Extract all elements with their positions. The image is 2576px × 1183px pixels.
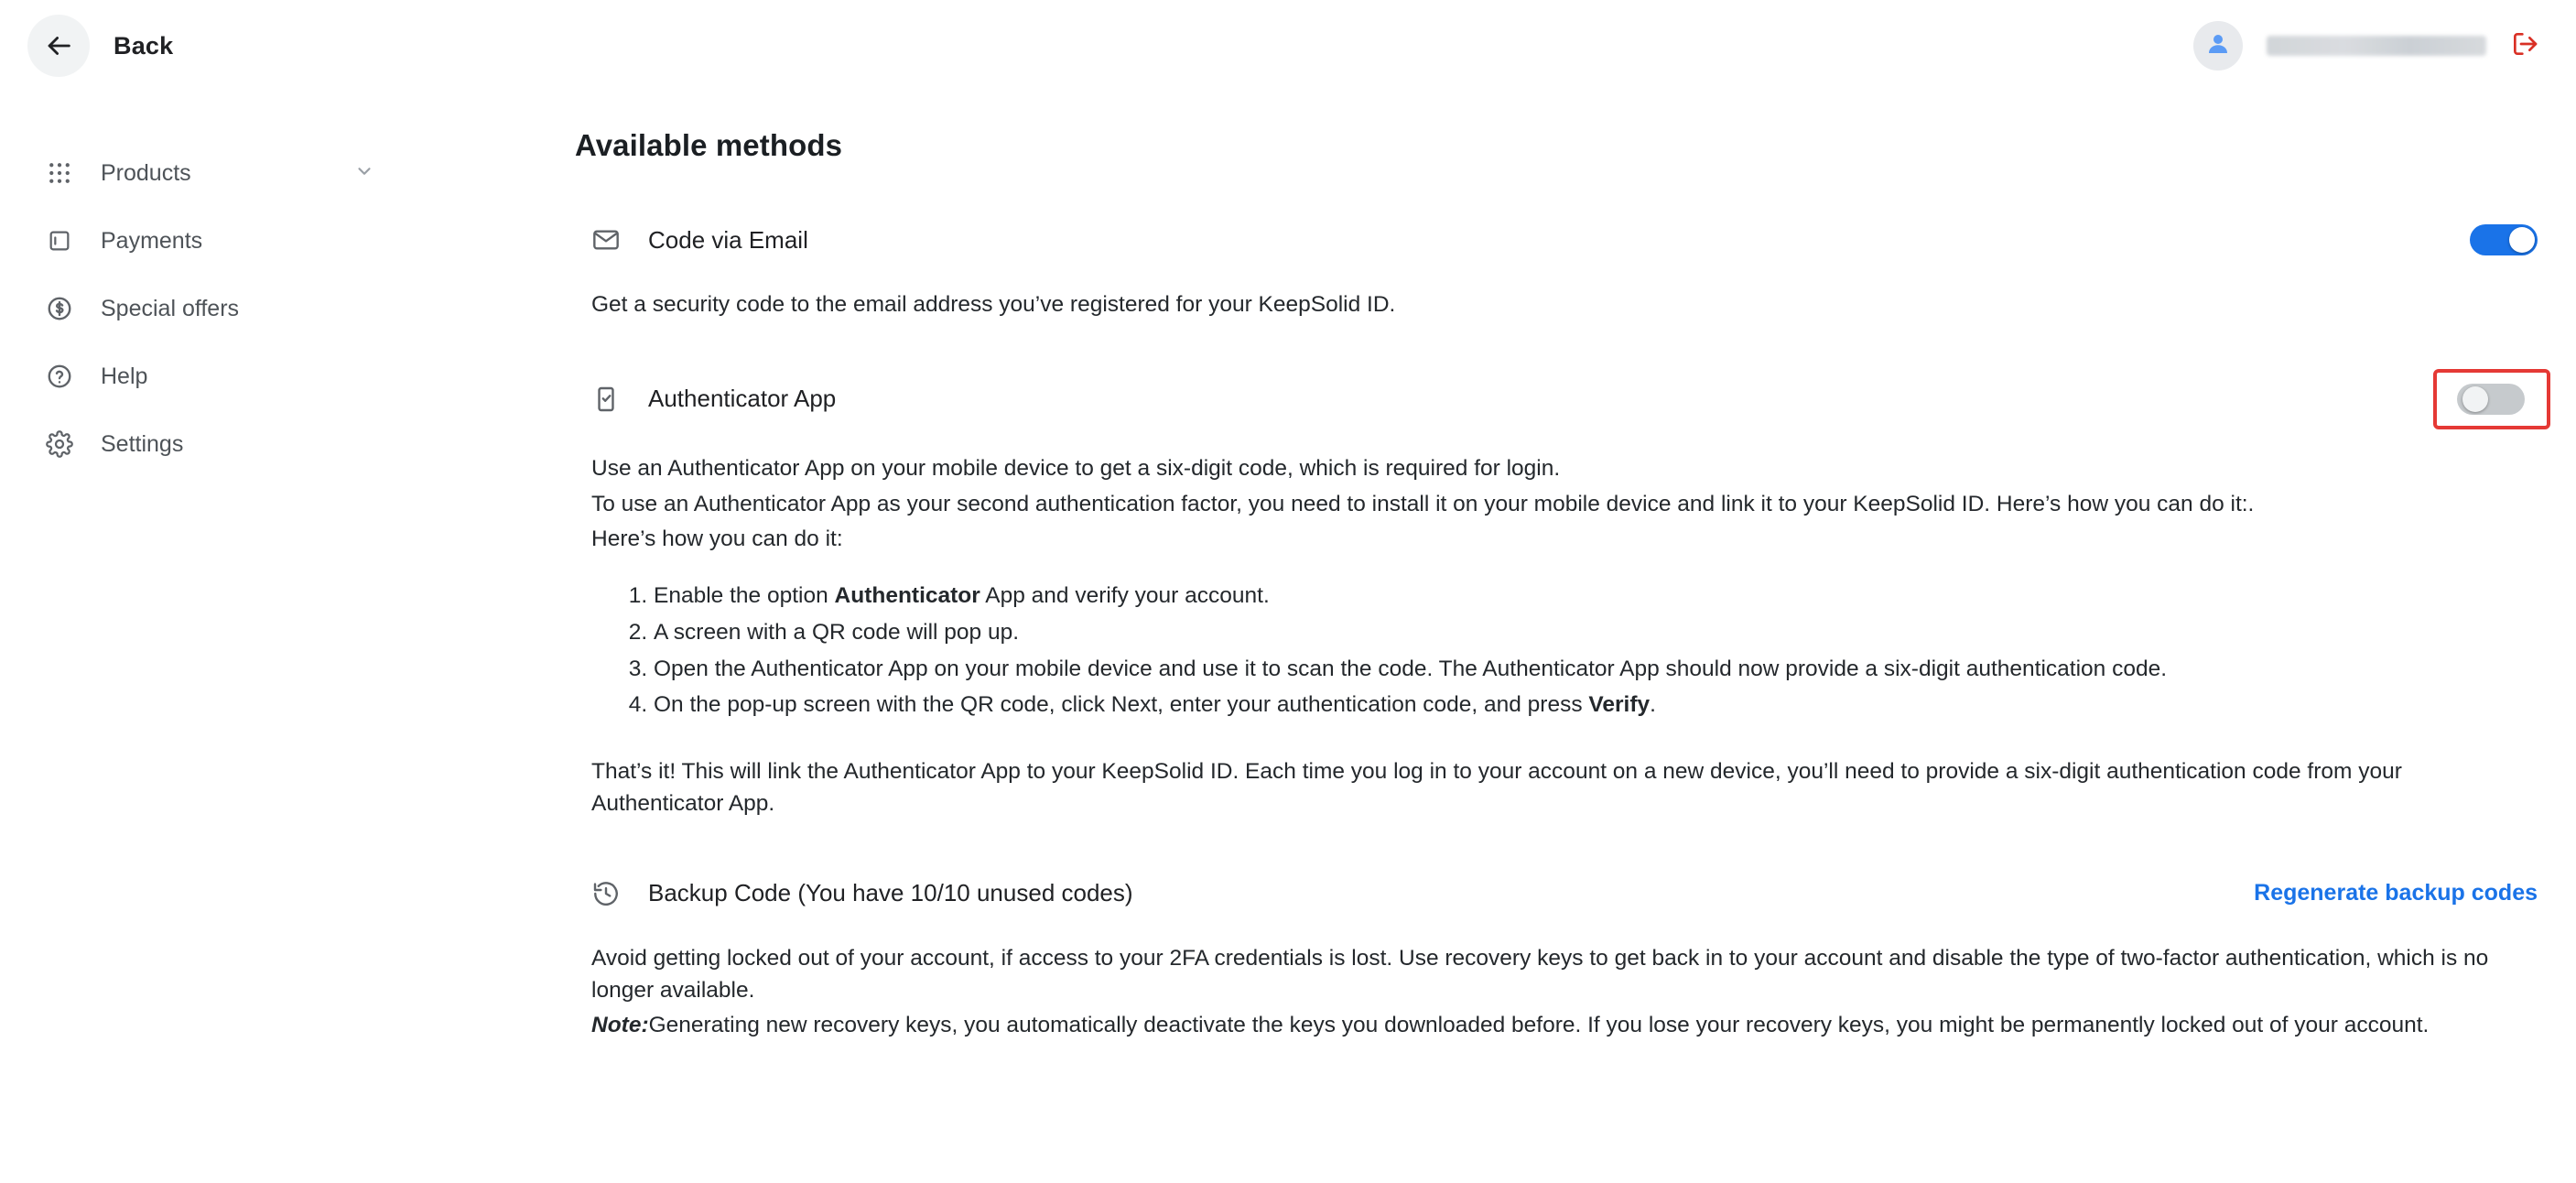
arrow-left-icon	[43, 30, 74, 61]
method-row-backup-code	[575, 868, 2538, 919]
back-arrow-button[interactable]	[27, 15, 90, 77]
list-item: 3. Open the Authenticator App on your mobile device and use it to scan the code. The Authenticator App should now provide a six-digit authentication code.	[654, 653, 2538, 686]
method-row-email	[575, 214, 2538, 266]
history-restore-icon	[591, 879, 633, 908]
toggle-authenticator-app[interactable]	[2457, 384, 2525, 415]
back-button[interactable]	[27, 15, 173, 77]
authenticator-intro-line-2: To use an Authenticator App as your second authentication factor, you need to install it on your mobile device and link it to your KeepSolid ID. Here’s how you can do it:.	[591, 491, 2255, 516]
card-icon	[44, 225, 75, 256]
list-item: 4. On the pop-up screen with the QR code, click Next, enter your authentication code, and press Verify.	[654, 689, 2538, 722]
authenticator-intro-line-1: Use an Authenticator App on your mobile device to get a six-digit code, which is required for login.	[591, 455, 1561, 481]
toggle-knob	[2509, 227, 2535, 253]
sidebar	[0, 92, 549, 478]
sidebar-item-label: Products	[101, 159, 191, 186]
header-user-area	[2193, 21, 2539, 71]
gear-icon	[44, 429, 75, 460]
logout-icon	[2510, 29, 2539, 63]
page-body	[0, 92, 2576, 1042]
method-label-email: Code via Email	[648, 225, 808, 254]
highlight-annotation	[2433, 369, 2550, 429]
backup-code-action-area	[2254, 880, 2538, 906]
note-prefix: Note:	[591, 1013, 649, 1038]
toggle-code-via-email[interactable]	[2470, 224, 2538, 255]
list-item: 2. A screen with a QR code will pop up.	[654, 616, 2538, 649]
user-avatar-icon	[2204, 30, 2232, 62]
back-label: Back	[114, 31, 174, 60]
logout-button[interactable]	[2510, 29, 2539, 63]
envelope-icon	[591, 225, 633, 255]
sidebar-item-label: Special offers	[101, 295, 240, 321]
top-header	[0, 0, 2576, 92]
sidebar-item-label: Payments	[101, 227, 203, 254]
authenticator-outro: That’s it! This will link the Authenticator App to your KeepSolid ID. Each time you log in to your account on a new device, you’ll need to provide a six-digit authentication code from your Authenticator App.	[591, 759, 2402, 816]
authenticator-toggle-area	[2433, 369, 2538, 429]
authenticator-intro-line-3: Here’s how you can do it:	[591, 526, 843, 552]
email-toggle-area	[2470, 224, 2538, 255]
authenticator-device-icon	[591, 385, 633, 414]
email-description: Get a security code to the email address you’ve registered for your KeepSolid ID.	[591, 292, 1396, 317]
grid-apps-icon	[44, 157, 75, 189]
list-item: 1. Enable the option Authenticator App and verify your account.	[654, 580, 2538, 613]
sidebar-item-label: Help	[101, 363, 148, 389]
note-text: Generating new recovery keys, you automatically deactivate the keys you downloaded before. If you lose your recovery keys, you might be permanently locked out of your account.	[648, 1013, 2430, 1038]
backup-code-note	[591, 1010, 2514, 1042]
avatar[interactable]	[2193, 21, 2243, 71]
sidebar-item-settings[interactable]	[0, 410, 549, 478]
sidebar-item-special-offers[interactable]	[0, 275, 549, 342]
method-label-backup-code: Backup Code (You have 10/10 unused codes)	[648, 879, 1133, 907]
backup-code-description: Avoid getting locked out of your account, if access to your 2FA credentials is lost. Use recovery keys to get back in to your account and disable the type of two-factor authentication, which is no longer available.	[591, 945, 2489, 1003]
sidebar-item-products[interactable]	[0, 139, 549, 207]
question-circle-icon	[44, 361, 75, 392]
authenticator-steps	[630, 580, 2538, 722]
toggle-knob	[2462, 386, 2488, 412]
method-row-authenticator	[575, 369, 2538, 429]
regenerate-backup-codes-link[interactable]: Regenerate backup codes	[2254, 880, 2538, 906]
main-content	[549, 92, 2576, 1042]
sidebar-item-help[interactable]	[0, 342, 549, 410]
sidebar-item-label: Settings	[101, 430, 184, 457]
chevron-down-icon[interactable]	[354, 161, 374, 186]
page-title: Available methods	[575, 128, 843, 162]
method-label-authenticator: Authenticator App	[648, 385, 837, 413]
sidebar-item-payments[interactable]	[0, 207, 549, 275]
dollar-circle-icon	[44, 293, 75, 324]
user-name-masked	[2267, 36, 2486, 56]
